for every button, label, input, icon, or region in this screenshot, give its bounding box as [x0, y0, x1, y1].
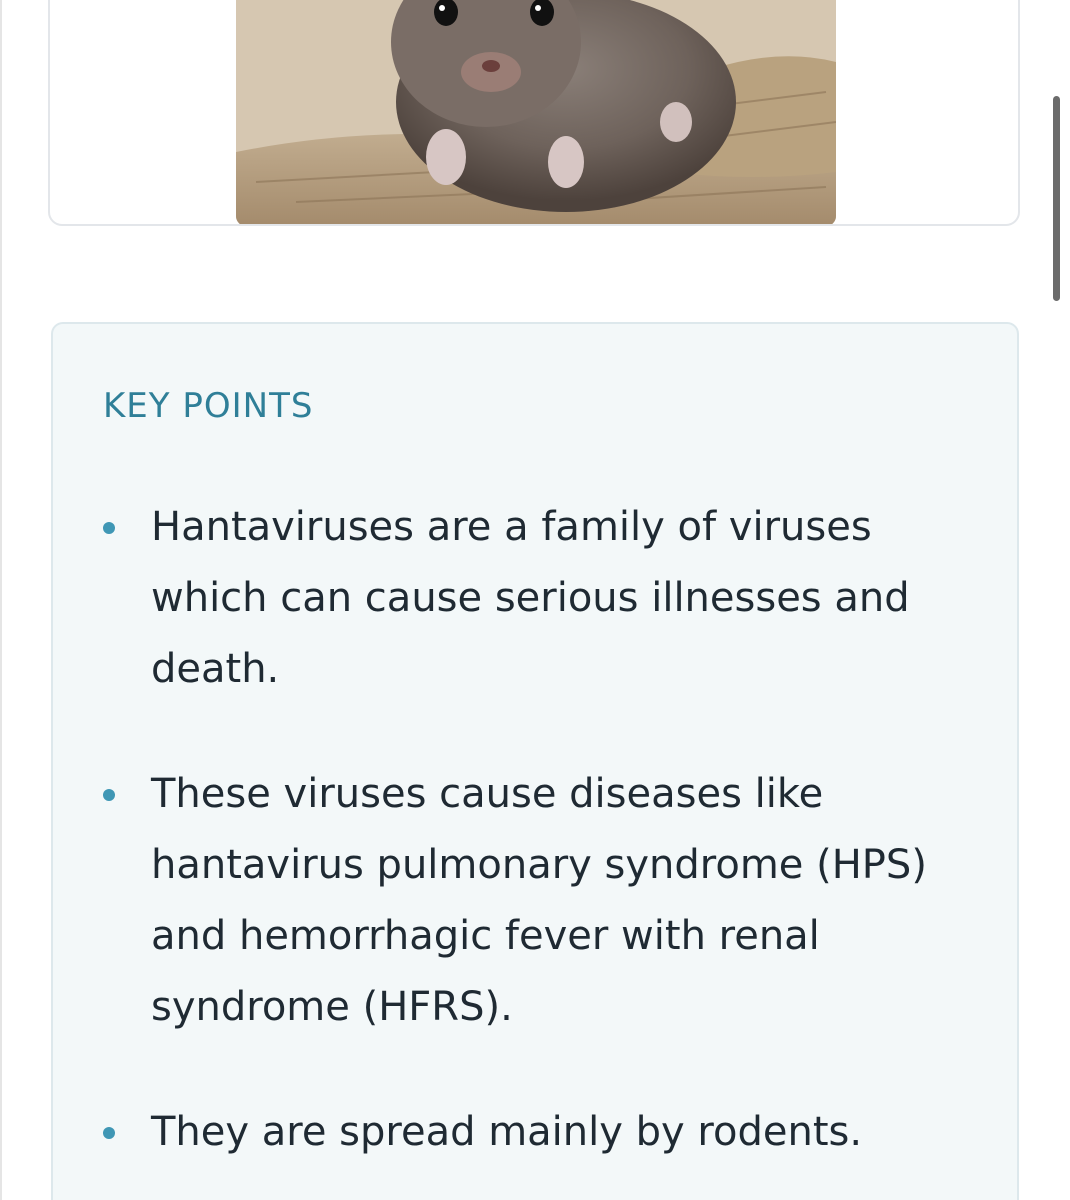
key-points-title: KEY POINTS	[103, 386, 314, 426]
left-edge-divider	[0, 0, 2, 1200]
list-item	[103, 492, 963, 705]
list-item	[103, 759, 963, 1043]
image-card	[48, 0, 1020, 226]
bullet-icon	[103, 1127, 115, 1139]
scrollbar-thumb[interactable]	[1053, 96, 1060, 301]
key-points-panel	[51, 322, 1019, 1200]
list-item-text: These viruses cause diseases like hantavirus pulmonary syndrome (HPS) and hemorrhagic fever with renal syndrome (HFRS).	[151, 771, 927, 1030]
list-item-text: Hantaviruses are a family of viruses which can cause serious illnesses and death.	[151, 504, 910, 692]
list-item-text: They are spread mainly by rodents.	[151, 1109, 863, 1155]
bullet-icon	[103, 522, 115, 534]
list-item	[103, 1097, 963, 1168]
bullet-icon	[103, 789, 115, 801]
key-points-list	[103, 492, 963, 1200]
rodent-illustration	[236, 0, 836, 226]
rodent-photo	[236, 0, 836, 226]
